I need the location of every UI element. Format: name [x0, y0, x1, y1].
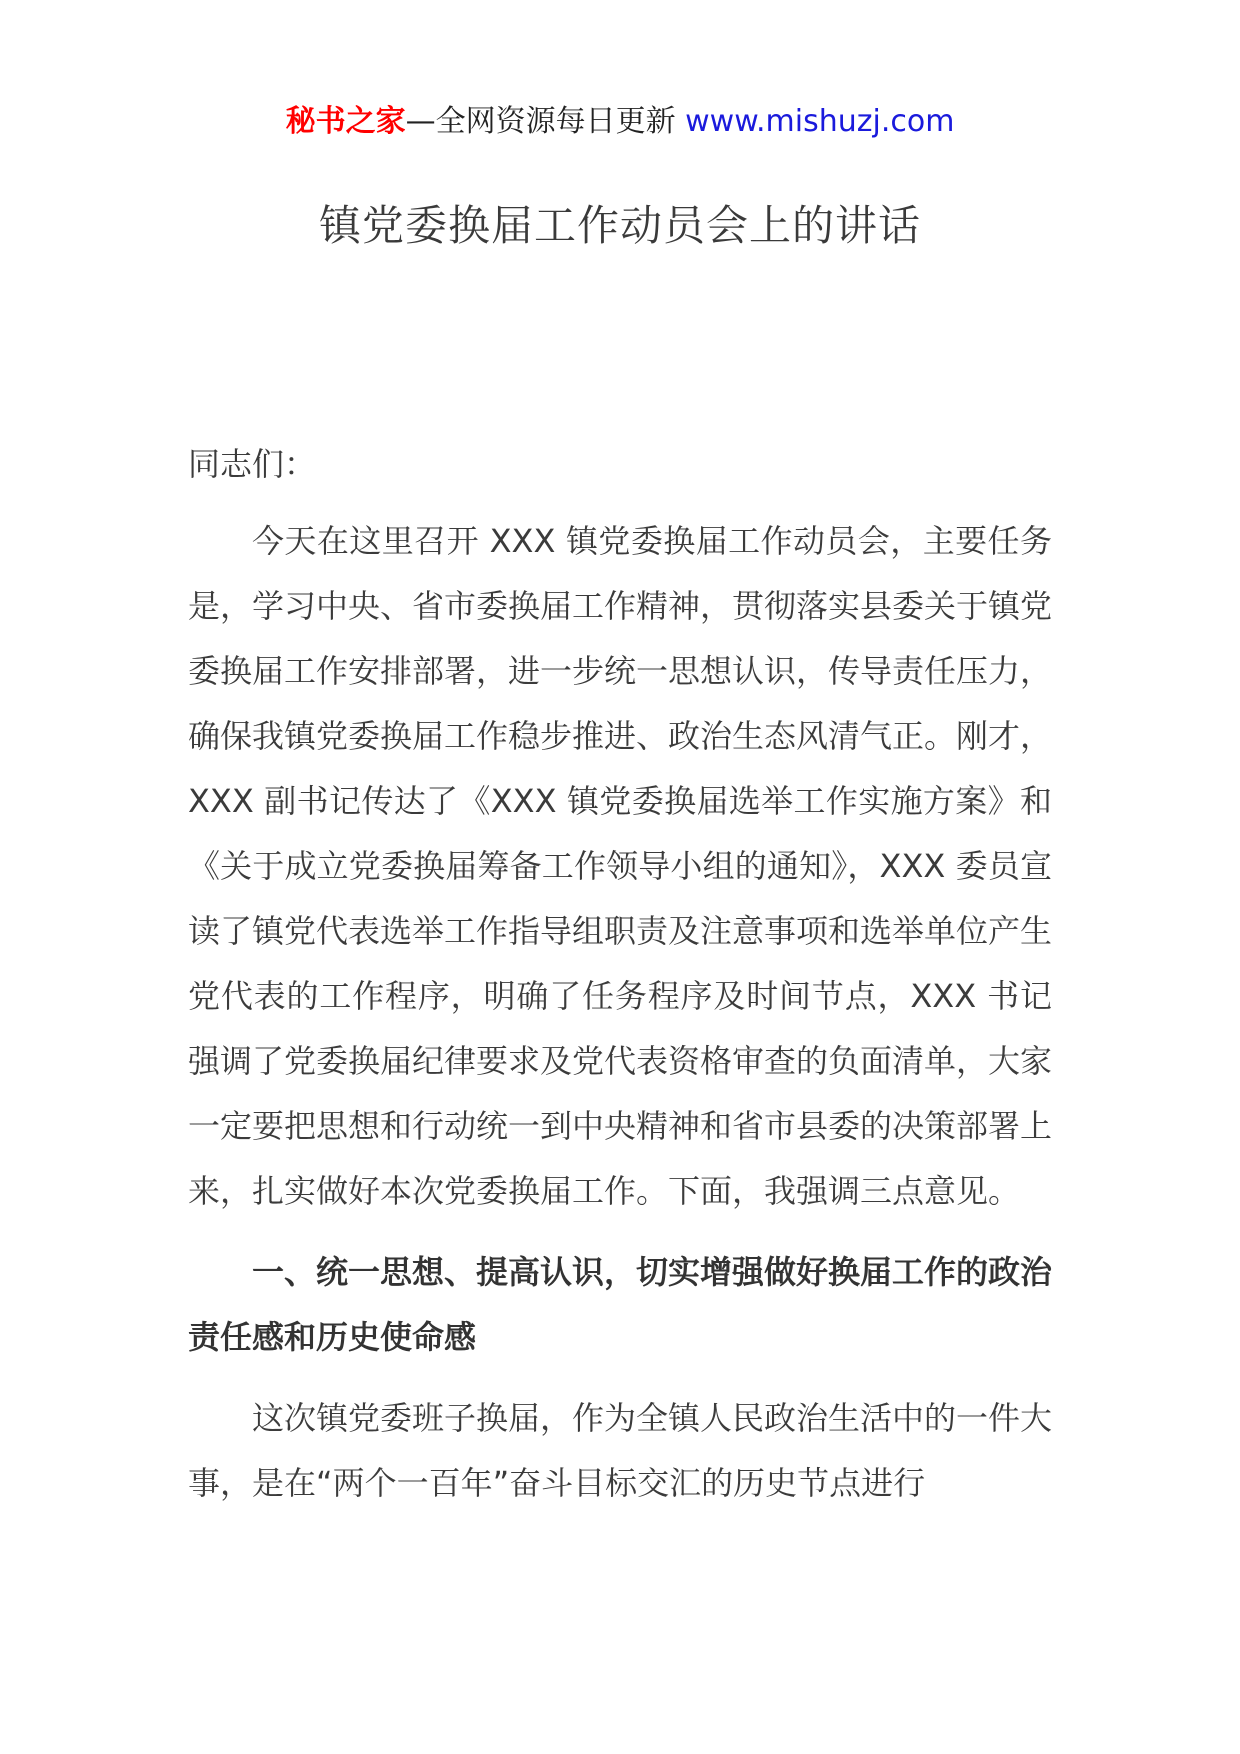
document-body — [188, 432, 1052, 1532]
brand-name: 秘书之家 — [285, 104, 406, 139]
site-url-link[interactable]: www.mishuzj.com — [685, 104, 955, 139]
section-paragraph: 这次镇党委班子换届，作为全镇人民政治生活中的一件大事，是在“两个一百年”奋斗目标交汇的历史节点进行 — [188, 1399, 1053, 1502]
salutation: 同志们： — [188, 445, 317, 483]
section-heading: 一、统一思想、提高认识，切实增强做好换届工作的政治责任感和历史使命感 — [188, 1253, 1053, 1356]
paragraph-1: 今天在这里召开 XXX 镇党委换届工作动员会，主要任务是，学习中央、省市委换届工作精神，贯彻落实县委关于镇党委换届工作安排部署，进一步统一思想认识，传导责任压力，确保我镇党委换届工作稳步推进、政治生态风清气正。刚才，XXX 副书记传达了《XXX 镇党委换届选举工作实施方案》和《关于成立党委换届筹备工作领导小组的通知》，XXX 委员宣读了镇党代表选举工作指导组职责及注意事项和选举单位产生党代表的工作程序，明确了任务程序及时间节点，XXX 书记强调了党委换届纪律要求及党代表资格审查的负面清单，大家一定要把思想和行动统一到中央精神和省市县委的决策部署上来，扎实做好本次党委换届工作。下面，我强调三点意见。 — [188, 522, 1053, 1210]
site-header — [0, 100, 1240, 144]
header-slogan: —全网资源每日更新 — [405, 104, 676, 139]
document-title: 镇党委换届工作动员会上的讲话 — [318, 201, 921, 250]
